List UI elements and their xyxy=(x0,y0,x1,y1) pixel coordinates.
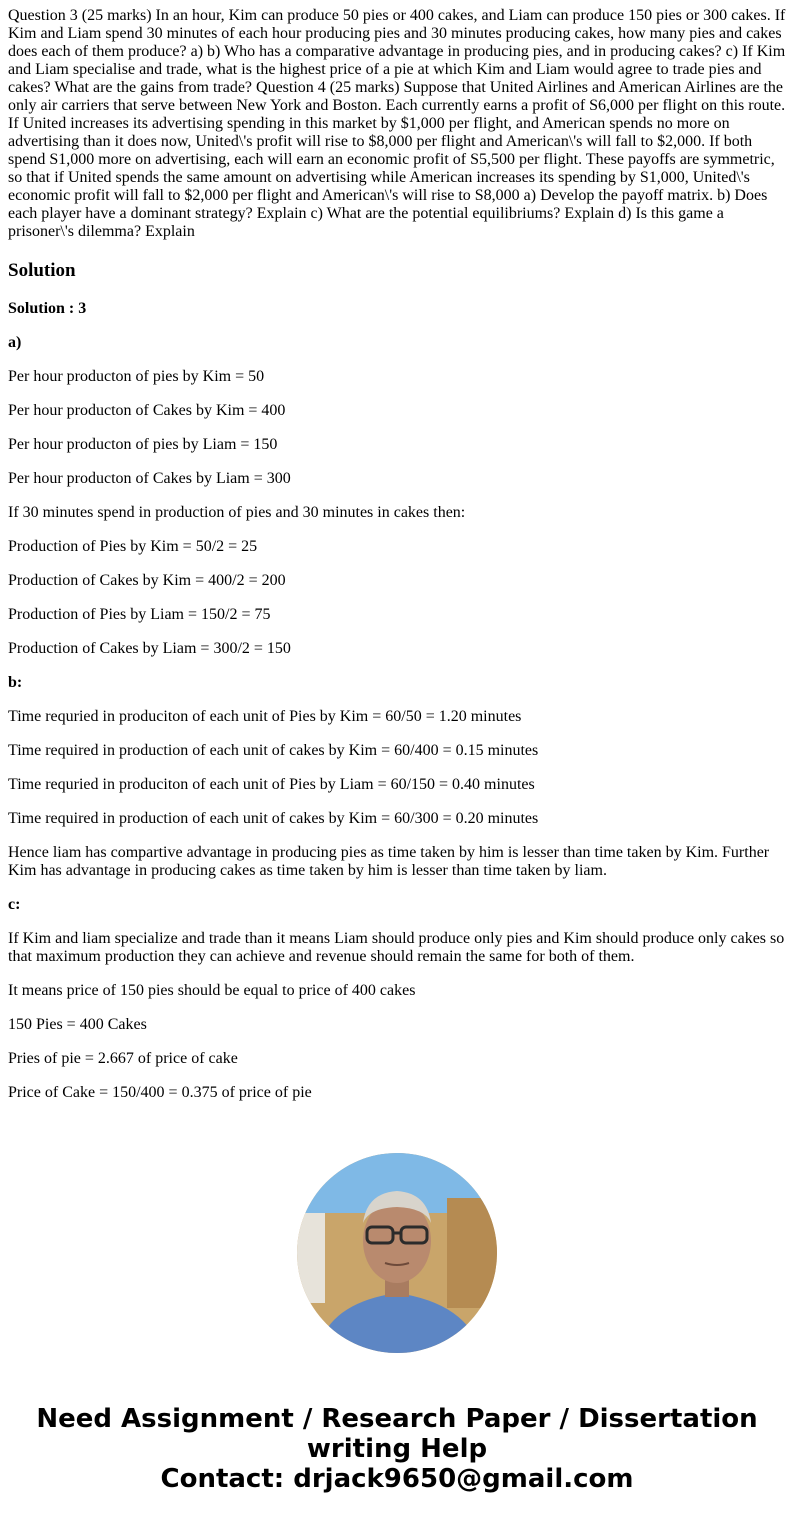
solution-paragraph: Production of Cakes by Liam = 300/2 = 150 xyxy=(8,640,291,657)
solution-paragraph: If 30 minutes spend in production of pies and 30 minutes in cakes then: xyxy=(8,504,466,521)
solution-paragraph: Time required in production of each unit of cakes by Kim = 60/300 = 0.20 minutes xyxy=(8,810,539,827)
solution-paragraph: Solution : 3 xyxy=(8,300,87,317)
photo-left-wall xyxy=(297,1213,325,1303)
solution-paragraph: Per hour producton of Cakes by Liam = 300 xyxy=(8,470,291,487)
solution-paragraph: b: xyxy=(8,674,23,691)
solution-paragraph: Per hour producton of pies by Liam = 150 xyxy=(8,436,278,453)
solution-heading: Solution xyxy=(8,260,76,281)
solution-paragraph: If Kim and liam specialize and trade than it means Liam should produce only pies and Kim should produce only cakes so that maximum production they can achieve and revenue should remain the same for both of them. xyxy=(8,930,785,965)
solution-paragraph: Price of Cake = 150/400 = 0.375 of price of pie xyxy=(8,1084,312,1101)
footer-contact-line: Contact: drjack9650@gmail.com xyxy=(160,1464,634,1494)
solution-paragraph: a) xyxy=(8,334,22,351)
footer-help-line: Need Assignment / Research Paper / Dissertation writing Help xyxy=(36,1404,758,1464)
solution-paragraph: Production of Pies by Liam = 150/2 = 75 xyxy=(8,606,271,623)
question-text: Question 3 (25 marks) In an hour, Kim can produce 50 pies or 400 cakes, and Liam can produce 150 pies or 300 cakes. If Kim and Liam spend 30 minutes of each hour producing pies and 30 minutes producing cakes, how many pies and cakes does each of them produce? a) b) Who has a comparative advantage in producing pies, and in producing cakes? c) If Kim and Liam specialise and trade, what is the highest price of a pie at which Kim and Liam would agree to trade pies and cakes? What are the gains from trade? Question 4 (25 marks) Suppose that United Airlines and American Airlines are the only air carriers that serve between New York and Boston. Each currently earns a profit of S6,000 per flight on this route. If United increases its advertising spending in this market by $1,000 per flight, and American spends no more on advertising than it does now, United\'s profit will rise to $8,000 per flight and American\'s will fall to $2,000. If both spend S1,000 more on advertising, each will earn an economic profit of S5,500 per flight. These payoffs are symmetric, so that if United spends the same amount on advertising while American increases its spending by S1,000, United\'s economic profit will fall to $2,000 per flight and American\'s will rise to S8,000 a) Develop the payoff matrix. b) Does each player have a dominant strategy? Explain c) What are the potential equilibriums? Explain d) Is this game a prisoner\'s dilemma? Explain xyxy=(8,7,786,240)
solution-paragraph: Production of Pies by Kim = 50/2 = 25 xyxy=(8,538,258,555)
solution-paragraph: It means price of 150 pies should be equal to price of 400 cakes xyxy=(8,982,416,999)
solution-paragraph: Time requried in produciton of each unit of Pies by Liam = 60/150 = 0.40 minutes xyxy=(8,776,535,793)
author-avatar xyxy=(297,1153,497,1353)
solution-paragraph: Hence liam has compartive advantage in producing pies as time taken by him is lesser than time taken by Kim. Further Kim has advantage in producing cakes as time taken by him is lesser than time taken by liam. xyxy=(8,844,770,879)
photo-right-panel xyxy=(447,1198,497,1308)
solution-paragraph: Production of Cakes by Kim = 400/2 = 200 xyxy=(8,572,286,589)
solution-paragraph: Time required in production of each unit of cakes by Kim = 60/400 = 0.15 minutes xyxy=(8,742,539,759)
solution-paragraph: Time requried in produciton of each unit of Pies by Kim = 60/50 = 1.20 minutes xyxy=(8,708,522,725)
author-photo xyxy=(297,1153,497,1353)
solution-paragraph: Per hour producton of pies by Kim = 50 xyxy=(8,368,265,385)
solution-paragraph: 150 Pies = 400 Cakes xyxy=(8,1016,147,1033)
solution-paragraph: c: xyxy=(8,896,21,913)
solution-paragraph: Per hour producton of Cakes by Kim = 400 xyxy=(8,402,286,419)
footer-banner xyxy=(0,1404,794,1494)
solution-paragraph: Pries of pie = 2.667 of price of cake xyxy=(8,1050,238,1067)
solution-body xyxy=(8,300,786,1102)
